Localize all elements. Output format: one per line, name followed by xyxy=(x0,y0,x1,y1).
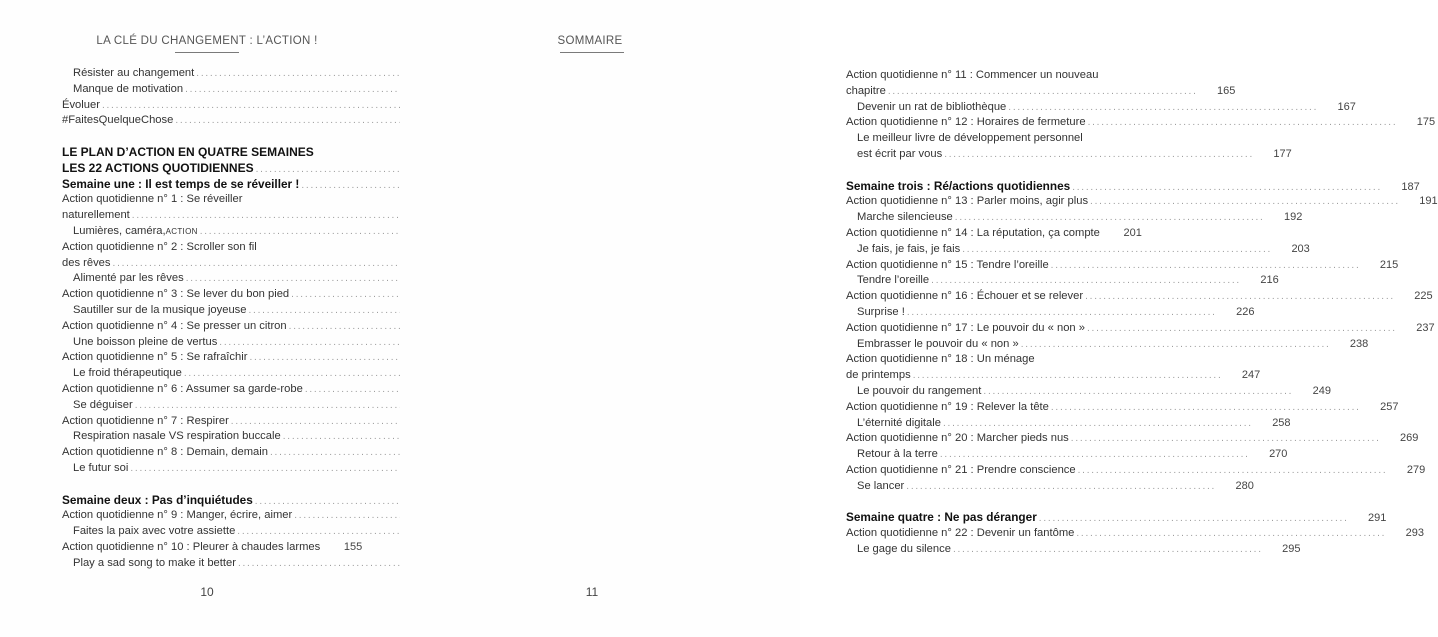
toc-entry[interactable] xyxy=(846,416,1291,432)
dot-leader xyxy=(931,273,1239,289)
toc-entry-title: Semaine deux : Pas d’inquiétudes xyxy=(62,492,253,507)
toc-entry-title: Alimenté par les rêves xyxy=(73,272,184,285)
toc-entry-title: Faites la paix avec votre assiette xyxy=(73,525,236,538)
toc-entry-title: de printemps xyxy=(846,369,911,382)
toc-page-number: 167 xyxy=(1337,100,1356,113)
toc-entry[interactable] xyxy=(846,258,1399,274)
toc-entry-title: des rêves xyxy=(62,256,111,269)
toc-entry[interactable] xyxy=(62,145,354,161)
toc-entry[interactable] xyxy=(846,289,1433,305)
dot-leader xyxy=(913,368,1221,384)
toc-entry-title: Marche silencieuse xyxy=(857,211,953,224)
toc-entry-title: Semaine quatre : Ne pas déranger xyxy=(846,510,1037,525)
toc-entry[interactable] xyxy=(62,335,354,351)
toc-entry-title: Action quotidienne n° 13 : Parler moins, agir plus xyxy=(846,195,1089,208)
dot-leader xyxy=(132,208,440,224)
toc-entry[interactable] xyxy=(62,366,354,382)
toc-entry[interactable] xyxy=(62,240,354,256)
toc-entry-title: Action quotidienne n° 19 : Relever la tête xyxy=(846,400,1049,413)
toc-spacer xyxy=(846,495,1137,511)
toc-entry[interactable] xyxy=(846,100,1356,116)
toc-entry-title: Retour à la terre xyxy=(857,448,938,461)
toc-entry[interactable] xyxy=(62,398,354,414)
toc-entry[interactable] xyxy=(846,368,1261,384)
toc-entry-title: est écrit par vous xyxy=(857,147,943,160)
toc-entry-title: Action quotidienne n° 1 : Se réveiller xyxy=(62,193,243,206)
toc-page-number: 279 xyxy=(1406,463,1426,476)
dot-leader xyxy=(1087,321,1395,337)
dot-leader xyxy=(962,242,1270,258)
toc-page-number: 187 xyxy=(1401,180,1420,193)
toc-page-number: 295 xyxy=(1282,542,1301,555)
toc-page-number: 216 xyxy=(1260,274,1279,287)
toc-entry[interactable] xyxy=(846,115,1436,131)
toc-page-number: 177 xyxy=(1273,147,1292,160)
toc-entry[interactable] xyxy=(846,84,1236,100)
toc-list-right xyxy=(846,68,1438,558)
toc-entry[interactable] xyxy=(846,542,1301,558)
toc-entry-title: Le futur soi xyxy=(73,461,129,474)
toc-entry-title: Le froid thérapeutique xyxy=(73,367,182,380)
toc-entry-title: Action quotidienne n° 14 : La réputation, ça compte xyxy=(846,226,1100,239)
toc-entry-title: Action quotidienne n° 2 : Scroller son fil xyxy=(62,240,257,253)
toc-entry-title: Action quotidienne n° 5 : Se rafraîchir xyxy=(62,351,248,364)
toc-entry[interactable] xyxy=(846,147,1292,163)
toc-entry-title: Action quotidienne n° 20 : Marcher pieds nus xyxy=(846,432,1069,445)
dot-leader xyxy=(888,84,1196,100)
toc-entry[interactable] xyxy=(846,273,1279,289)
toc-entry-title: Action quotidienne n° 12 : Horaires de fermeture xyxy=(846,116,1086,129)
toc-list-left xyxy=(62,66,363,572)
toc-page-number: 238 xyxy=(1349,337,1369,350)
toc-page-number: 215 xyxy=(1379,258,1399,271)
toc-page-number: 270 xyxy=(1269,448,1288,461)
toc-entry[interactable] xyxy=(846,131,1137,147)
dot-leader xyxy=(907,305,1215,321)
toc-entry[interactable] xyxy=(62,350,354,366)
toc-page-number: 192 xyxy=(1283,211,1303,224)
toc-spacer xyxy=(62,129,354,145)
toc-entry[interactable] xyxy=(846,479,1254,495)
dot-leader xyxy=(102,98,410,114)
toc-entry[interactable] xyxy=(846,526,1424,542)
dot-leader xyxy=(953,542,1261,558)
toc-entry-title: Lumières, caméra, xyxy=(73,224,166,237)
toc-page-number: 237 xyxy=(1416,321,1435,334)
toc-entry-title: Embrasser le pouvoir du « non » xyxy=(857,337,1019,350)
dot-leader xyxy=(130,461,438,477)
toc-entry-title: Action quotidienne n° 10 : Pleurer à chaudes larmes xyxy=(62,540,321,553)
right-page xyxy=(400,0,1438,637)
toc-entry[interactable] xyxy=(846,463,1426,479)
toc-entry[interactable] xyxy=(62,82,354,98)
toc-entry[interactable] xyxy=(62,508,354,524)
toc-entry[interactable] xyxy=(62,287,354,303)
dot-leader xyxy=(1090,194,1398,210)
toc-entry[interactable] xyxy=(846,431,1419,447)
toc-entry[interactable] xyxy=(846,352,1137,368)
toc-entry-title: Semaine trois : Ré/actions quotidiennes xyxy=(846,178,1071,193)
dot-leader xyxy=(1088,115,1396,131)
toc-entry-title: LE PLAN D’ACTION EN QUATRE SEMAINES xyxy=(62,144,314,159)
toc-entry-title: Devenir un rat de bibliothèque xyxy=(857,100,1007,113)
toc-entry[interactable] xyxy=(62,98,354,114)
toc-entry-title: Surprise ! xyxy=(857,305,905,318)
toc-page-number: 226 xyxy=(1236,305,1255,318)
left-page xyxy=(0,0,400,637)
dot-leader xyxy=(1078,463,1386,479)
toc-entry-title: Action quotidienne n° 17 : Le pouvoir du « non » xyxy=(846,321,1085,334)
toc-entry-title: Action quotidienne n° 21 : Prendre conscience xyxy=(846,463,1076,476)
dot-leader xyxy=(1051,258,1359,274)
toc-entry[interactable] xyxy=(846,510,1387,526)
toc-entry[interactable] xyxy=(846,194,1438,210)
toc-page-number: 155 xyxy=(343,540,363,553)
toc-entry[interactable] xyxy=(846,447,1288,463)
toc-page-number: 191 xyxy=(1419,195,1438,208)
dot-leader xyxy=(1008,100,1316,116)
toc-entry-title: Manque de motivation xyxy=(73,82,184,95)
toc-page-number: 291 xyxy=(1368,512,1387,525)
toc-entry[interactable] xyxy=(846,400,1399,416)
toc-entry[interactable] xyxy=(62,208,354,224)
toc-entry-title: Le meilleur livre de développement personnel xyxy=(857,132,1083,145)
toc-entry[interactable] xyxy=(62,271,354,287)
toc-entry[interactable] xyxy=(846,226,1142,242)
dot-leader xyxy=(135,398,443,414)
toc-entry-title: naturellement xyxy=(62,209,130,222)
dot-leader xyxy=(1072,180,1380,196)
dot-leader xyxy=(940,447,1248,463)
toc-entry-title: Le pouvoir du rangement xyxy=(857,384,982,397)
toc-entry[interactable] xyxy=(846,242,1310,258)
toc-entry-title-smallcaps: ACTION xyxy=(165,226,198,236)
dot-leader xyxy=(906,479,1214,495)
toc-entry[interactable] xyxy=(62,256,354,272)
toc-entry-title: Se lancer xyxy=(857,479,905,492)
toc-entry[interactable] xyxy=(62,445,354,461)
toc-page-number: 247 xyxy=(1241,369,1261,382)
toc-entry-title: LES 22 ACTIONS QUOTIDIENNES xyxy=(62,160,254,175)
toc-page-number: 269 xyxy=(1400,432,1419,445)
toc-entry[interactable] xyxy=(62,319,354,335)
toc-entry-title: Sautiller sur de la musique joyeuse xyxy=(73,303,247,316)
toc-entry[interactable] xyxy=(846,305,1255,321)
toc-page-number: 201 xyxy=(1123,226,1142,239)
toc-entry-title: Play a sad song to make it better xyxy=(73,556,236,569)
toc-page-number: 165 xyxy=(1217,84,1236,97)
toc-entry[interactable] xyxy=(62,540,363,556)
toc-entry-title: Action quotidienne n° 7 : Respirer xyxy=(62,414,229,427)
toc-entry-title: Action quotidienne n° 16 : Échouer et se relever xyxy=(846,290,1084,303)
toc-entry[interactable] xyxy=(846,178,1420,195)
toc-entry-title: Action quotidienne n° 15 : Tendre l’oreille xyxy=(846,258,1049,271)
toc-entry-title: #FaitesQuelqueChose xyxy=(62,114,174,127)
dot-leader xyxy=(1051,400,1359,416)
toc-entry-title: Évoluer xyxy=(62,98,100,111)
page-number: 10 xyxy=(200,585,214,599)
toc-entry[interactable] xyxy=(62,192,354,208)
toc-entry-title: Le gage du silence xyxy=(857,542,951,555)
toc-page-number: 293 xyxy=(1405,527,1424,540)
toc-entry[interactable] xyxy=(62,461,354,477)
toc-entry[interactable] xyxy=(62,493,354,509)
toc-page-number: 257 xyxy=(1380,400,1399,413)
page-number: 11 xyxy=(585,585,599,599)
toc-entry[interactable] xyxy=(62,382,354,398)
running-head: SOMMAIRE xyxy=(557,35,623,47)
toc-entry[interactable] xyxy=(62,303,354,319)
toc-entry[interactable] xyxy=(846,68,1137,84)
toc-entry-title: Action quotidienne n° 22 : Devenir un fantôme xyxy=(846,527,1075,540)
dot-leader xyxy=(1021,337,1329,353)
toc-entry-title: Action quotidienne n° 18 : Un ménage xyxy=(846,353,1035,366)
running-head-underline xyxy=(560,52,624,53)
toc-page-number: 225 xyxy=(1414,290,1433,303)
toc-entry-title: Action quotidienne n° 6 : Assumer sa garde-robe xyxy=(62,382,303,395)
toc-entry[interactable] xyxy=(62,224,354,240)
dot-leader xyxy=(1071,431,1379,447)
toc-entry[interactable] xyxy=(62,177,354,193)
toc-entry-title: Action quotidienne n° 9 : Manger, écrire, aimer xyxy=(62,509,293,522)
dot-leader xyxy=(944,147,1252,163)
toc-page-number: 203 xyxy=(1291,242,1310,255)
running-head: LA CLÉ DU CHANGEMENT : L’ACTION ! xyxy=(96,35,318,47)
toc-entry[interactable] xyxy=(62,556,354,572)
toc-entry[interactable] xyxy=(846,321,1435,337)
toc-entry[interactable] xyxy=(62,66,354,82)
toc-entry[interactable] xyxy=(846,384,1331,400)
dot-leader xyxy=(1076,526,1384,542)
toc-entry-title: Résister au changement xyxy=(73,67,195,79)
toc-entry[interactable] xyxy=(846,337,1369,353)
dot-leader xyxy=(943,416,1251,432)
toc-spacer xyxy=(846,163,1137,179)
toc-page-number: 175 xyxy=(1416,116,1436,129)
toc-entry[interactable] xyxy=(846,210,1303,226)
dot-leader xyxy=(955,210,1263,226)
toc-entry[interactable] xyxy=(62,161,354,177)
toc-entry-title: chapitre xyxy=(846,84,886,97)
toc-entry-title: Une boisson pleine de vertus xyxy=(73,335,218,348)
toc-entry[interactable] xyxy=(62,524,354,540)
running-head-underline xyxy=(175,52,239,53)
toc-page-number: 258 xyxy=(1272,416,1291,429)
dot-leader xyxy=(1085,289,1393,305)
toc-entry-title: Je fais, je fais, je fais xyxy=(857,242,961,255)
toc-page-number: 280 xyxy=(1235,479,1254,492)
toc-spacer xyxy=(62,477,354,493)
toc-entry-title: Respiration nasale VS respiration buccale xyxy=(73,430,281,443)
dot-leader xyxy=(1039,511,1347,527)
toc-entry-title: L’éternité digitale xyxy=(857,416,941,429)
toc-page-number: 249 xyxy=(1312,384,1331,397)
toc-entry-title: Action quotidienne n° 3 : Se lever du bon pied xyxy=(62,288,290,301)
toc-entry-title: Action quotidienne n° 4 : Se presser un citron xyxy=(62,319,287,332)
toc-entry[interactable] xyxy=(62,414,354,430)
toc-entry-title: Action quotidienne n° 11 : Commencer un nouveau xyxy=(846,69,1099,81)
toc-entry-title: Action quotidienne n° 8 : Demain, demain xyxy=(62,446,268,459)
toc-entry[interactable] xyxy=(62,429,354,445)
toc-entry[interactable] xyxy=(62,113,354,129)
toc-entry-title: Se déguiser xyxy=(73,398,133,411)
dot-leader xyxy=(113,256,421,272)
dot-leader xyxy=(983,384,1291,400)
toc-entry-title: Semaine une : Il est temps de se réveiller ! xyxy=(62,176,300,191)
toc-entry-title: Tendre l’oreille xyxy=(857,274,930,287)
